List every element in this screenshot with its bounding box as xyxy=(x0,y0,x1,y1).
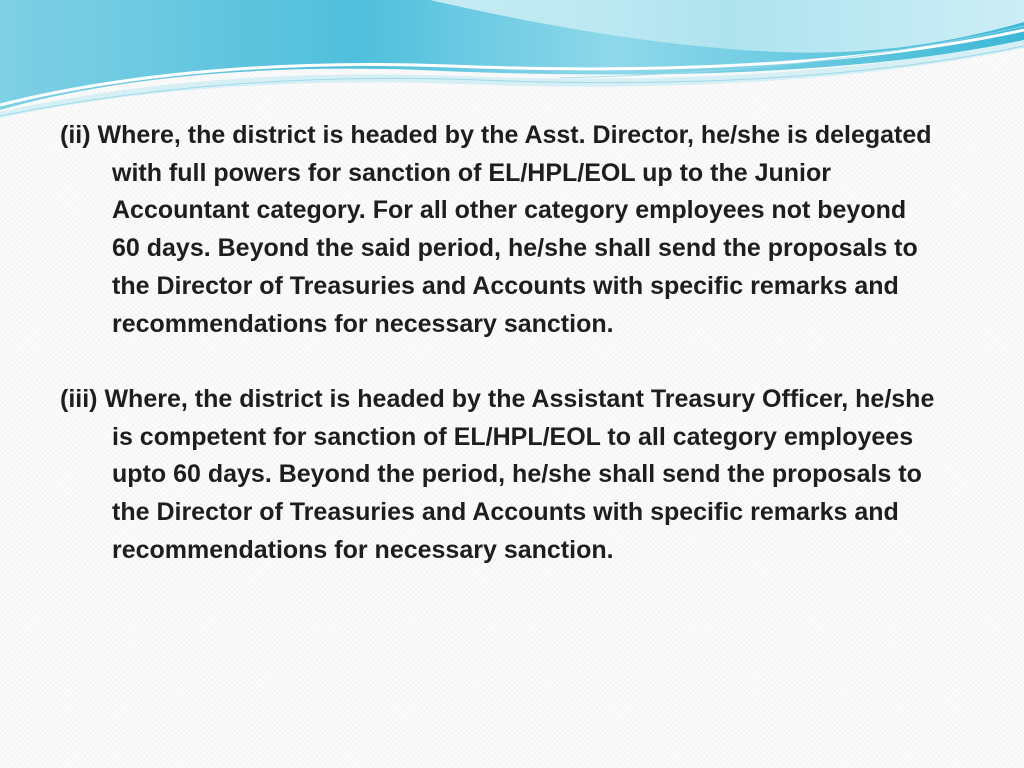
header-wave-decoration xyxy=(0,0,1024,120)
paragraph-text: Where, the district is headed by the Assistant Treasury Officer, he/she is competent for sanction of EL/HPL/EOL to all category employees upto 60 days. Beyond the period, he/she shall send the proposals to the Director of Treasuries and Accounts with specific remarks and recommendations for necessary sanction. xyxy=(104,384,935,564)
paragraph-text: Where, the district is headed by the Asst. Director, he/she is delegated with full powers for sanction of EL/HPL/EOL up to the Junior Accountant category. For all other category employees not beyond 60 days. Beyond the said period, he/she shall send the proposals to the Director of Treasuries and Accounts with specific remarks and recommendations for necessary sanction. xyxy=(97,121,932,338)
paragraph-ii xyxy=(60,117,940,343)
paragraph-iii xyxy=(60,381,940,570)
paragraph-label: (iii) xyxy=(60,384,98,413)
paragraph-label: (ii) xyxy=(60,121,91,149)
slide-body xyxy=(60,117,940,569)
